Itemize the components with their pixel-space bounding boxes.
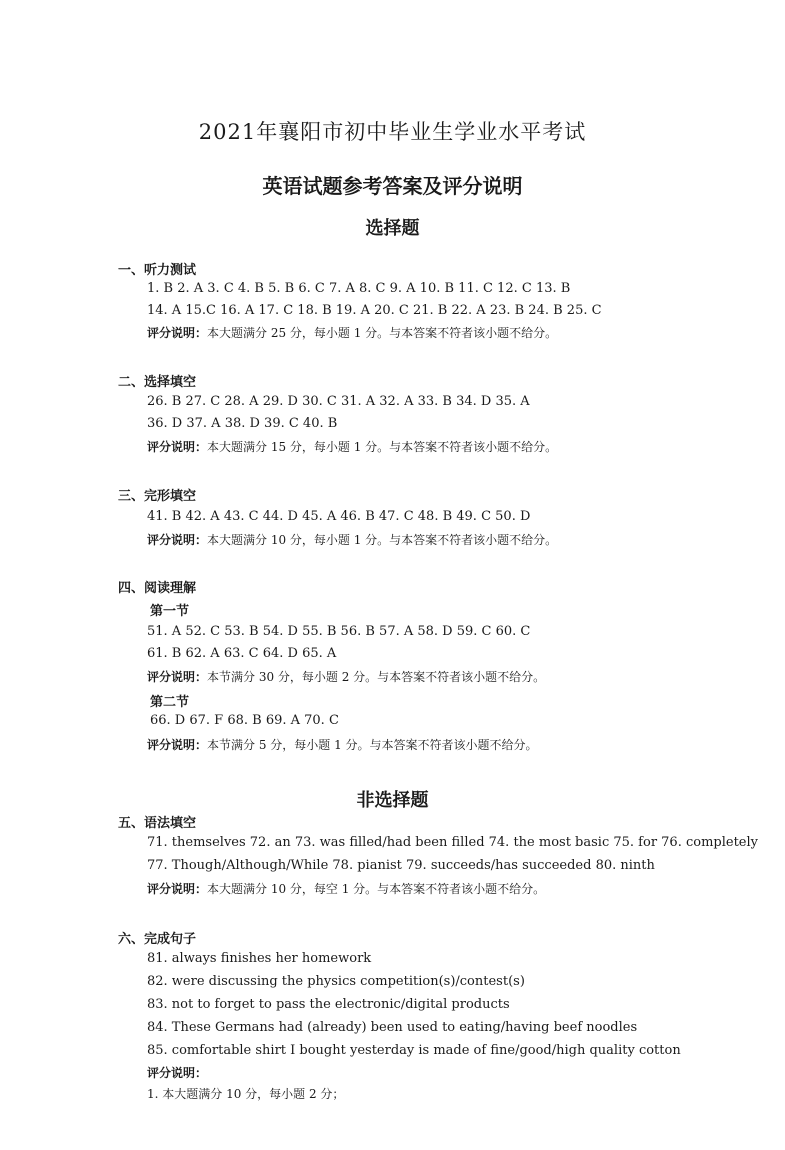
section3-heading: 三、完形填空 (118, 489, 197, 504)
note-label: 评分说明： (147, 533, 208, 547)
section3-answers-line1: 41. B 42. A 43. C 44. D 45. A 46. B 47. C 48. B 49. C 50. D (147, 509, 531, 524)
section1-heading: 一、听力测试 (118, 263, 197, 278)
page-subtitle: 英语试题参考答案及评分说明 (262, 174, 523, 198)
section4-part1-heading: 第一节 (150, 604, 190, 619)
note-text: 本大题满分 15 分，每小题 1 分。与本答案不符者该小题不给分。 (207, 440, 558, 454)
section4-note2 (147, 736, 538, 753)
section4-answers-line1: 51. A 52. C 53. B 54. D 55. B 56. B 57. A 58. D 59. C 60. C (147, 624, 531, 639)
answer-81: 81. always finishes her homework (147, 951, 372, 966)
section4-answers-line3: 66. D 67. F 68. B 69. A 70. C (150, 713, 339, 728)
answer-83: 83. not to forget to pass the electronic/digital products (147, 997, 510, 1012)
part2-heading: 非选择题 (356, 790, 429, 811)
note-label: 评分说明： (147, 326, 208, 340)
section5-note (147, 880, 545, 897)
section5-answers-line2: 77. Though/Although/While 78. pianist 79. succeeds/has succeeded 80. ninth (147, 858, 655, 873)
note-label: 评分说明： (147, 440, 208, 454)
section1-answers-line1: 1. B 2. A 3. C 4. B 5. B 6. C 7. A 8. C 9. A 10. B 11. C 12. C 13. B (147, 281, 571, 296)
note-label: 评分说明： (147, 670, 208, 684)
section6-note-item1: 1. 本大题满分 10 分，每小题 2 分； (147, 1087, 345, 1101)
section6-note-label (147, 1064, 207, 1081)
section3-note (147, 531, 557, 548)
section4-part2-heading: 第二节 (150, 695, 190, 710)
part1-heading: 选择题 (365, 218, 420, 239)
note-text: 本大题满分 25 分，每小题 1 分。与本答案不符者该小题不给分。 (207, 326, 558, 340)
section2-answers-line1: 26. B 27. C 28. A 29. D 30. C 31. A 32. A 33. B 34. D 35. A (147, 394, 530, 409)
note-text: 本大题满分 10 分，每空 1 分。与本答案不符者该小题不给分。 (207, 882, 546, 896)
note-text: 本大题满分 10 分，每小题 1 分。与本答案不符者该小题不给分。 (207, 533, 558, 547)
note-text: 本节满分 5 分，每小题 1 分。与本答案不符者该小题不给分。 (207, 738, 538, 752)
section4-note1 (147, 668, 545, 685)
note-text: 本节满分 30 分，每小题 2 分。与本答案不符者该小题不给分。 (207, 670, 546, 684)
answer-84: 84. These Germans had (already) been used to eating/having beef noodles (147, 1020, 638, 1035)
section2-note (147, 438, 557, 455)
answer-82: 82. were discussing the physics competition(s)/contest(s) (147, 974, 525, 989)
section5-heading: 五、语法填空 (118, 816, 197, 831)
note-label: 评分说明： (147, 738, 208, 752)
answer-85: 85. comfortable shirt I bought yesterday is made of fine/good/high quality cotton (147, 1043, 681, 1058)
section2-heading: 二、选择填空 (118, 375, 197, 390)
note-label: 评分说明： (147, 1066, 208, 1080)
section1-answers-line2: 14. A 15.C 16. A 17. C 18. B 19. A 20. C 21. B 22. A 23. B 24. B 25. C (147, 303, 602, 318)
page-title: 2021年襄阳市初中毕业生学业水平考试 (198, 120, 587, 144)
section1-note (147, 324, 557, 341)
section4-answers-line2: 61. B 62. A 63. C 64. D 65. A (147, 646, 337, 661)
section6-heading: 六、完成句子 (118, 932, 197, 947)
section5-answers-line1: 71. themselves 72. an 73. was filled/had been filled 74. the most basic 75. for 76. completely (147, 835, 758, 850)
section4-heading: 四、阅读理解 (118, 581, 197, 596)
note-label: 评分说明： (147, 882, 208, 896)
section2-answers-line2: 36. D 37. A 38. D 39. C 40. B (147, 416, 338, 431)
